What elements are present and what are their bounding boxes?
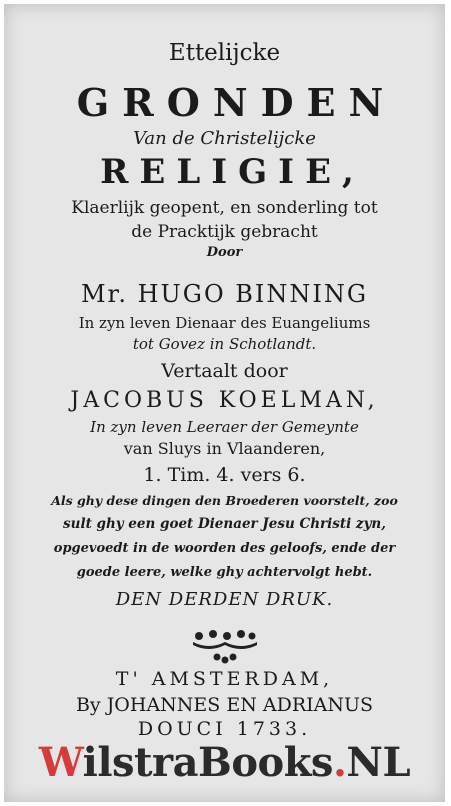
title-line-klaerlijk: Klaerlijk geopent, en sonderling tot — [71, 198, 378, 218]
translator-description-1: In zyn leven Leeraer der Gemeynte — [90, 418, 359, 436]
watermark-part-books: Books — [198, 739, 333, 786]
watermark-part-dot: . — [332, 739, 347, 786]
title-line-religie: RELIGIE, — [100, 152, 365, 192]
watermark-part-ilstra: ilstra — [82, 739, 199, 786]
quote-line-2: sult ghy een goet Dienaer Jesu Christi zyn, — [63, 516, 386, 532]
translator-description-2: van Sluys in Vlaanderen, — [123, 439, 326, 458]
title-line-ettelijcke: Ettelijcke — [168, 40, 281, 66]
imprint-publisher-2: DOUCI 1733. — [137, 718, 312, 740]
translated-by: Vertaalt door — [161, 360, 288, 382]
watermark-part-w: W — [38, 739, 83, 786]
wilstrabooks-watermark — [4, 739, 445, 786]
author-name: Mr. HUGO BINNING — [80, 280, 369, 308]
title-line-door: Door — [206, 245, 243, 260]
quote-line-3: opgevoedt in de woorden des geloofs, ende der — [53, 541, 396, 556]
quote-line-1: Als ghy dese dingen den Broederen voorstelt, zoo — [51, 493, 398, 508]
printers-ornament-icon — [189, 628, 261, 666]
edition-statement: DEN DERDEN DRUK. — [115, 589, 334, 610]
imprint-publisher-1: By JOHANNES EN ADRIANUS — [75, 694, 374, 716]
imprint-place: T' AMSTERDAM, — [115, 668, 334, 690]
title-line-van-de-christelijcke: Van de Christelijcke — [133, 128, 316, 149]
title-line-gronden: GRONDEN — [76, 80, 397, 125]
author-description-1: In zyn leven Dienaar des Euangeliums — [78, 314, 371, 332]
quote-line-4: goede leere, welke ghy achtervolgt hebt. — [76, 565, 373, 580]
translator-name: JACOBUS KOELMAN, — [70, 388, 379, 413]
watermark-part-nl: NL — [346, 739, 411, 786]
author-description-2: tot Govez in Schotlandt. — [132, 335, 317, 353]
book-title-page — [4, 4, 445, 802]
scripture-reference: 1. Tim. 4. vers 6. — [143, 464, 306, 486]
title-line-pracktijk: de Pracktijk gebracht — [131, 222, 318, 242]
